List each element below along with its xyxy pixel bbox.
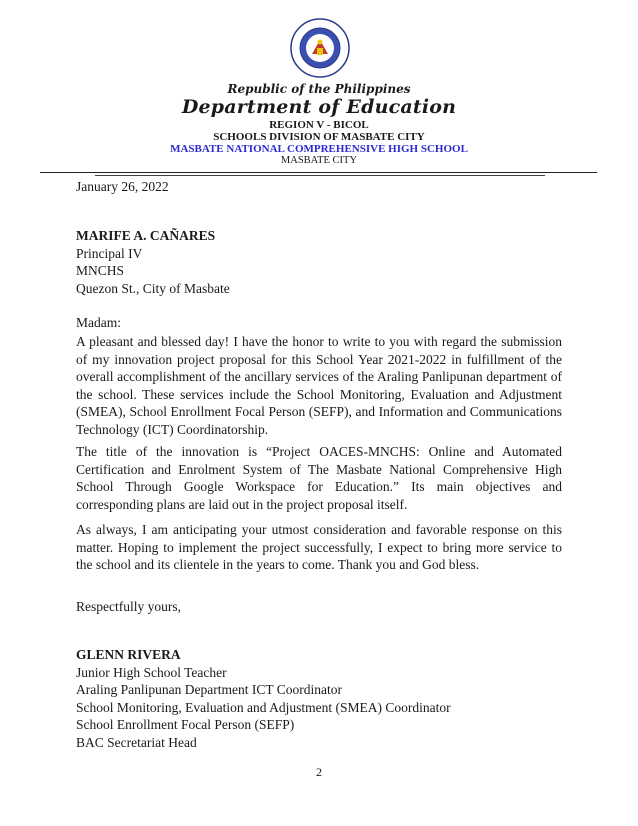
recipient-title: Principal IV	[76, 245, 143, 261]
header-divider-secondary	[95, 175, 545, 176]
sender-name: GLENN RIVERA	[76, 647, 181, 662]
salutation: Madam:	[76, 315, 121, 330]
recipient-address: Quezon St., City of Masbate	[76, 280, 230, 296]
city-heading: MASBATE CITY	[280, 155, 358, 166]
sender-role: School Monitoring, Evaluation and Adjustment (SMEA) Coordinator	[76, 699, 451, 715]
sender-role: BAC Secretariat Head	[76, 734, 197, 750]
sender-role: School Enrollment Focal Person (SEFP)	[76, 717, 295, 732]
recipient-school: MNCHS	[76, 263, 125, 278]
body-paragraph-1: A pleasant and blessed day! I have the honor to write to you with regard the submission of my innovation project proposal for this School Year 2021-2022 in fulfillment of the overall accomplishment of the ancillary services of the Araling Panlipunan department of the school. These services include the School Monitoring, Evaluation and Adjustment (SMEA), School Enrollment Focal Person (SEFP), and Information and Communications Technology (ICT) Coordinatorship.	[76, 334, 562, 437]
sender-role: Junior High School Teacher	[76, 664, 227, 680]
deped-seal-logo	[290, 18, 350, 78]
body-paragraph-3: As always, I am anticipating your utmost consideration and favorable response on this matter. Hoping to implement the project successfully, I expect to bring more service to the school and its clientele in the years to come. Thank you and God bless.	[76, 522, 562, 572]
sender-role: Araling Panlipunan Department ICT Coordinator	[76, 682, 342, 697]
closing: Respectfully yours,	[76, 599, 181, 614]
republic-heading: Republic of the Philippines	[227, 82, 411, 96]
letter-date: January 26, 2022	[76, 179, 169, 194]
region-heading: REGION V - BICOL	[269, 119, 369, 131]
school-heading: MASBATE NATIONAL COMPREHENSIVE HIGH SCHOOL	[170, 143, 468, 155]
header-divider	[40, 172, 597, 173]
sender-block	[76, 646, 562, 751]
page-number: 2	[316, 765, 322, 779]
body-paragraph-2: The title of the innovation is “Project OACES-MNCHS: Online and Automated Certification and Enrolment System of The Masbate National Comprehensive High School Through Google Workspace for Education.” Its main objectives and corresponding plans are laid out in the project proposal itself.	[76, 444, 562, 512]
recipient-block	[76, 227, 562, 297]
recipient-name: MARIFE A. CAÑARES	[76, 228, 216, 243]
division-heading: SCHOOLS DIVISION OF MASBATE CITY	[213, 131, 425, 143]
department-heading: Department of Education	[181, 96, 457, 118]
